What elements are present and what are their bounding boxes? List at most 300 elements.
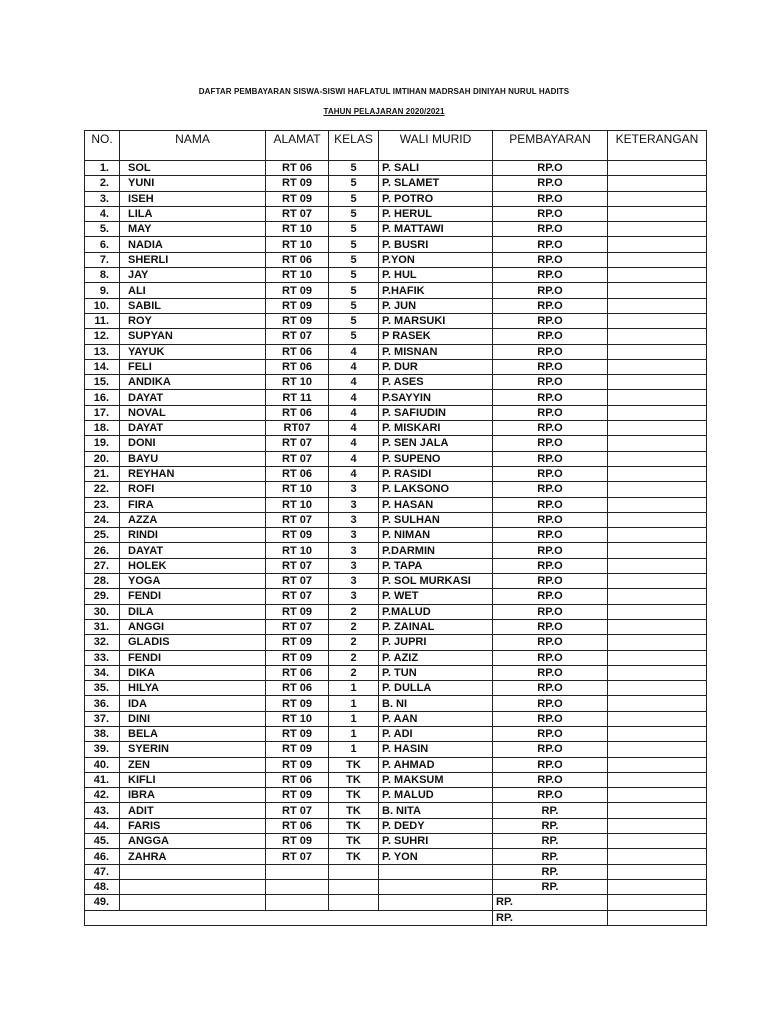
row-kelas: 5	[329, 237, 379, 252]
row-pembayaran: RP.O	[493, 574, 608, 589]
row-no: 21.	[85, 466, 120, 481]
row-nama: HILYA	[120, 681, 266, 696]
row-pembayaran: RP.O	[493, 757, 608, 772]
row-nama: KIFLI	[120, 772, 266, 787]
row-keterangan	[608, 589, 707, 604]
row-kelas: 3	[329, 574, 379, 589]
total-row	[85, 910, 707, 925]
row-no: 1.	[85, 161, 120, 176]
row-alamat: RT 10	[266, 375, 329, 390]
row-pembayaran: RP.O	[493, 543, 608, 558]
table-row	[85, 161, 707, 176]
row-wali-murid	[379, 864, 493, 879]
row-pembayaran: RP.O	[493, 451, 608, 466]
row-alamat: RT 06	[266, 665, 329, 680]
row-keterangan	[608, 558, 707, 573]
row-pembayaran: RP.O	[493, 466, 608, 481]
row-nama: AZZA	[120, 512, 266, 527]
row-pembayaran: RP.O	[493, 696, 608, 711]
row-pembayaran: RP.O	[493, 268, 608, 283]
row-wali-murid	[379, 895, 493, 910]
total-label-cell	[85, 910, 493, 925]
row-no: 19.	[85, 436, 120, 451]
table-row	[85, 497, 707, 512]
row-no: 34.	[85, 665, 120, 680]
table-row	[85, 451, 707, 466]
row-kelas: 3	[329, 497, 379, 512]
row-no: 11.	[85, 313, 120, 328]
row-keterangan	[608, 726, 707, 741]
row-alamat: RT 09	[266, 742, 329, 757]
row-kelas: 4	[329, 359, 379, 374]
row-keterangan	[608, 313, 707, 328]
row-no: 30.	[85, 604, 120, 619]
row-wali-murid: P. HERUL	[379, 206, 493, 221]
row-kelas: 5	[329, 252, 379, 267]
table-row	[85, 421, 707, 436]
row-nama: DINI	[120, 711, 266, 726]
row-wali-murid: P. NIMAN	[379, 528, 493, 543]
row-alamat: RT 09	[266, 788, 329, 803]
table-row	[85, 344, 707, 359]
row-alamat: RT 09	[266, 834, 329, 849]
row-pembayaran: RP.	[493, 803, 608, 818]
row-no: 13.	[85, 344, 120, 359]
row-wali-murid: P.HAFIK	[379, 283, 493, 298]
row-pembayaran: RP.	[493, 864, 608, 879]
row-pembayaran: RP.O	[493, 788, 608, 803]
row-kelas: 3	[329, 589, 379, 604]
row-no: 9.	[85, 283, 120, 298]
row-pembayaran: RP.O	[493, 405, 608, 420]
row-kelas: TK	[329, 803, 379, 818]
row-keterangan	[608, 895, 707, 910]
row-kelas: 1	[329, 681, 379, 696]
row-pembayaran: RP.O	[493, 344, 608, 359]
document-subtitle: TAHUN PELAJARAN 2020/2021	[323, 107, 445, 116]
row-pembayaran: RP.O	[493, 390, 608, 405]
header-alamat: ALAMAT	[266, 131, 329, 161]
header-no: NO.	[85, 131, 120, 161]
row-wali-murid: P.YON	[379, 252, 493, 267]
row-wali-murid: B. NI	[379, 696, 493, 711]
row-no: 24.	[85, 512, 120, 527]
row-pembayaran: RP.O	[493, 421, 608, 436]
row-pembayaran: RP.	[493, 818, 608, 833]
row-keterangan	[608, 421, 707, 436]
row-pembayaran: RP.O	[493, 604, 608, 619]
row-alamat: RT 06	[266, 818, 329, 833]
row-kelas: 5	[329, 222, 379, 237]
row-keterangan	[608, 191, 707, 206]
row-no: 10.	[85, 298, 120, 313]
row-nama: ANDIKA	[120, 375, 266, 390]
row-alamat: RT 06	[266, 344, 329, 359]
row-wali-murid: P. SAFIUDIN	[379, 405, 493, 420]
row-nama: ALI	[120, 283, 266, 298]
row-keterangan	[608, 329, 707, 344]
row-wali-murid: P. MISNAN	[379, 344, 493, 359]
row-nama: YUNI	[120, 176, 266, 191]
row-wali-murid: P. SALI	[379, 161, 493, 176]
row-alamat: RT 07	[266, 849, 329, 864]
row-keterangan	[608, 742, 707, 757]
row-wali-murid: P. SLAMET	[379, 176, 493, 191]
row-alamat: RT 06	[266, 359, 329, 374]
row-keterangan	[608, 635, 707, 650]
row-nama: FARIS	[120, 818, 266, 833]
row-alamat: RT 07	[266, 619, 329, 634]
row-pembayaran: RP.O	[493, 283, 608, 298]
row-pembayaran: RP.O	[493, 681, 608, 696]
row-keterangan	[608, 696, 707, 711]
table-row	[85, 375, 707, 390]
row-nama: ANGGA	[120, 834, 266, 849]
row-keterangan	[608, 375, 707, 390]
row-kelas: 5	[329, 268, 379, 283]
row-nama	[120, 895, 266, 910]
table-row	[85, 788, 707, 803]
row-no: 39.	[85, 742, 120, 757]
row-no: 14.	[85, 359, 120, 374]
row-wali-murid: P. TUN	[379, 665, 493, 680]
row-alamat: RT 09	[266, 726, 329, 741]
table-row	[85, 543, 707, 558]
row-alamat: RT 09	[266, 757, 329, 772]
row-keterangan	[608, 574, 707, 589]
row-kelas: 2	[329, 635, 379, 650]
table-row	[85, 512, 707, 527]
row-no: 23.	[85, 497, 120, 512]
row-nama: YOGA	[120, 574, 266, 589]
row-keterangan	[608, 879, 707, 894]
row-kelas: 4	[329, 466, 379, 481]
row-alamat: RT 09	[266, 176, 329, 191]
row-kelas: 4	[329, 405, 379, 420]
row-no: 46.	[85, 849, 120, 864]
row-no: 3.	[85, 191, 120, 206]
row-pembayaran: RP.O	[493, 772, 608, 787]
row-alamat: RT 07	[266, 206, 329, 221]
row-wali-murid: P. YON	[379, 849, 493, 864]
row-wali-murid: B. NITA	[379, 803, 493, 818]
row-keterangan	[608, 849, 707, 864]
row-wali-murid: P. ADI	[379, 726, 493, 741]
row-keterangan	[608, 864, 707, 879]
row-keterangan	[608, 436, 707, 451]
row-alamat: RT 06	[266, 161, 329, 176]
row-pembayaran: RP.	[493, 895, 608, 910]
table-row	[85, 313, 707, 328]
row-keterangan	[608, 543, 707, 558]
table-row	[85, 390, 707, 405]
row-wali-murid: P.MALUD	[379, 604, 493, 619]
table-row	[85, 742, 707, 757]
table-body	[85, 161, 707, 911]
row-pembayaran: RP.O	[493, 206, 608, 221]
row-kelas	[329, 879, 379, 894]
row-nama: RINDI	[120, 528, 266, 543]
table-row	[85, 635, 707, 650]
row-no: 48.	[85, 879, 120, 894]
row-alamat: RT 09	[266, 604, 329, 619]
row-alamat: RT 06	[266, 252, 329, 267]
row-nama: ZEN	[120, 757, 266, 772]
row-keterangan	[608, 176, 707, 191]
row-wali-murid: P. AZIZ	[379, 650, 493, 665]
row-keterangan	[608, 497, 707, 512]
row-wali-murid: P. MARSUKI	[379, 313, 493, 328]
row-nama: SHERLI	[120, 252, 266, 267]
header-kelas: KELAS	[329, 131, 379, 161]
row-nama: YAYUK	[120, 344, 266, 359]
row-wali-murid: P. MAKSUM	[379, 772, 493, 787]
row-pembayaran: RP.O	[493, 711, 608, 726]
table-row	[85, 176, 707, 191]
row-keterangan	[608, 298, 707, 313]
row-nama: BAYU	[120, 451, 266, 466]
row-wali-murid: P. SUHRI	[379, 834, 493, 849]
row-no: 47.	[85, 864, 120, 879]
row-no: 41.	[85, 772, 120, 787]
row-keterangan	[608, 772, 707, 787]
row-no: 49.	[85, 895, 120, 910]
row-kelas: TK	[329, 772, 379, 787]
table-row	[85, 818, 707, 833]
header-pembayaran: PEMBAYARAN	[493, 131, 608, 161]
row-kelas	[329, 864, 379, 879]
row-no: 20.	[85, 451, 120, 466]
row-no: 44.	[85, 818, 120, 833]
row-keterangan	[608, 757, 707, 772]
row-nama: SABIL	[120, 298, 266, 313]
row-no: 31.	[85, 619, 120, 634]
header-keterangan: KETERANGAN	[608, 131, 707, 161]
row-alamat: RT 07	[266, 436, 329, 451]
row-no: 7.	[85, 252, 120, 267]
row-alamat: RT 06	[266, 681, 329, 696]
row-no: 29.	[85, 589, 120, 604]
row-alamat	[266, 864, 329, 879]
row-kelas: 3	[329, 528, 379, 543]
row-no: 42.	[85, 788, 120, 803]
row-keterangan	[608, 619, 707, 634]
row-no: 32.	[85, 635, 120, 650]
table-row	[85, 558, 707, 573]
table-row	[85, 650, 707, 665]
row-wali-murid: P. DEDY	[379, 818, 493, 833]
row-wali-murid: P. JUPRI	[379, 635, 493, 650]
row-keterangan	[608, 237, 707, 252]
row-nama: IDA	[120, 696, 266, 711]
row-keterangan	[608, 206, 707, 221]
row-no: 43.	[85, 803, 120, 818]
table-row	[85, 359, 707, 374]
table-row	[85, 849, 707, 864]
row-pembayaran: RP.O	[493, 191, 608, 206]
row-wali-murid: P. AHMAD	[379, 757, 493, 772]
row-nama: DAYAT	[120, 421, 266, 436]
row-alamat: RT 09	[266, 283, 329, 298]
row-nama: DILA	[120, 604, 266, 619]
row-wali-murid: P. JUN	[379, 298, 493, 313]
table-row	[85, 772, 707, 787]
row-nama: LILA	[120, 206, 266, 221]
row-alamat: RT 10	[266, 497, 329, 512]
row-wali-murid: P. MATTAWI	[379, 222, 493, 237]
row-keterangan	[608, 451, 707, 466]
row-no: 2.	[85, 176, 120, 191]
row-kelas: 5	[329, 313, 379, 328]
row-no: 15.	[85, 375, 120, 390]
row-alamat: RT 09	[266, 650, 329, 665]
row-wali-murid: P. SULHAN	[379, 512, 493, 527]
row-wali-murid: P. POTRO	[379, 191, 493, 206]
row-no: 27.	[85, 558, 120, 573]
row-wali-murid: P. LAKSONO	[379, 482, 493, 497]
row-alamat: RT 10	[266, 482, 329, 497]
row-alamat: RT 09	[266, 696, 329, 711]
row-keterangan	[608, 818, 707, 833]
row-pembayaran: RP.O	[493, 161, 608, 176]
row-alamat: RT 07	[266, 451, 329, 466]
table-row	[85, 726, 707, 741]
row-pembayaran: RP.O	[493, 726, 608, 741]
row-wali-murid: P. SEN JALA	[379, 436, 493, 451]
row-alamat: RT 06	[266, 772, 329, 787]
row-wali-murid: P. RASIDI	[379, 466, 493, 481]
row-kelas: 4	[329, 390, 379, 405]
row-kelas: 3	[329, 512, 379, 527]
row-nama: MAY	[120, 222, 266, 237]
row-alamat: RT 09	[266, 298, 329, 313]
row-alamat: RT 09	[266, 191, 329, 206]
row-alamat: RT 11	[266, 390, 329, 405]
row-nama: ROFI	[120, 482, 266, 497]
row-nama: REYHAN	[120, 466, 266, 481]
row-no: 36.	[85, 696, 120, 711]
row-no: 16.	[85, 390, 120, 405]
row-kelas: 5	[329, 283, 379, 298]
row-nama: FENDI	[120, 589, 266, 604]
row-nama: HOLEK	[120, 558, 266, 573]
row-nama: NADIA	[120, 237, 266, 252]
table-row	[85, 604, 707, 619]
row-no: 4.	[85, 206, 120, 221]
row-pembayaran: RP.O	[493, 237, 608, 252]
table-row	[85, 329, 707, 344]
row-kelas: 5	[329, 176, 379, 191]
row-no: 8.	[85, 268, 120, 283]
table-row	[85, 528, 707, 543]
row-kelas: 3	[329, 543, 379, 558]
row-wali-murid: P. ZAINAL	[379, 619, 493, 634]
row-no: 5.	[85, 222, 120, 237]
row-no: 22.	[85, 482, 120, 497]
payment-table	[84, 130, 707, 926]
row-keterangan	[608, 681, 707, 696]
row-wali-murid: P. DUR	[379, 359, 493, 374]
table-row	[85, 283, 707, 298]
row-wali-murid: P. AAN	[379, 711, 493, 726]
row-wali-murid: P. MALUD	[379, 788, 493, 803]
row-keterangan	[608, 788, 707, 803]
row-nama: ADIT	[120, 803, 266, 818]
total-value: RP.	[493, 910, 608, 925]
table-row	[85, 482, 707, 497]
row-keterangan	[608, 834, 707, 849]
row-wali-murid: P. ASES	[379, 375, 493, 390]
row-kelas: 2	[329, 665, 379, 680]
row-kelas	[329, 895, 379, 910]
row-alamat: RT 09	[266, 528, 329, 543]
row-alamat: RT 06	[266, 466, 329, 481]
row-kelas: 2	[329, 604, 379, 619]
row-wali-murid: P. SOL MURKASI	[379, 574, 493, 589]
row-kelas: 5	[329, 191, 379, 206]
row-alamat: RT 10	[266, 543, 329, 558]
row-keterangan	[608, 650, 707, 665]
row-alamat: RT 07	[266, 589, 329, 604]
table-row	[85, 879, 707, 894]
row-alamat	[266, 879, 329, 894]
row-no: 25.	[85, 528, 120, 543]
row-pembayaran: RP.O	[493, 482, 608, 497]
row-kelas: 4	[329, 375, 379, 390]
row-keterangan	[608, 359, 707, 374]
row-keterangan	[608, 222, 707, 237]
table-row	[85, 436, 707, 451]
row-pembayaran: RP.O	[493, 176, 608, 191]
row-kelas: 5	[329, 206, 379, 221]
row-kelas: 5	[329, 298, 379, 313]
row-alamat: RT 07	[266, 329, 329, 344]
row-keterangan	[608, 283, 707, 298]
row-nama: NOVAL	[120, 405, 266, 420]
table-row	[85, 252, 707, 267]
row-keterangan	[608, 161, 707, 176]
row-wali-murid: P. HASIN	[379, 742, 493, 757]
row-wali-murid: P.DARMIN	[379, 543, 493, 558]
row-nama: GLADIS	[120, 635, 266, 650]
table-row	[85, 711, 707, 726]
row-pembayaran: RP.O	[493, 512, 608, 527]
row-kelas: 1	[329, 711, 379, 726]
row-nama: ZAHRA	[120, 849, 266, 864]
row-pembayaran: RP.O	[493, 635, 608, 650]
row-pembayaran: RP.	[493, 879, 608, 894]
row-pembayaran: RP.O	[493, 252, 608, 267]
row-pembayaran: RP.O	[493, 742, 608, 757]
row-nama: SOL	[120, 161, 266, 176]
row-wali-murid: P. MISKARI	[379, 421, 493, 436]
row-pembayaran: RP.O	[493, 313, 608, 328]
row-keterangan	[608, 528, 707, 543]
row-keterangan	[608, 344, 707, 359]
row-nama: DIKA	[120, 665, 266, 680]
row-keterangan	[608, 803, 707, 818]
row-no: 33.	[85, 650, 120, 665]
row-kelas: 1	[329, 696, 379, 711]
row-alamat: RT 10	[266, 711, 329, 726]
row-kelas: 4	[329, 436, 379, 451]
table-row	[85, 589, 707, 604]
header-wali-murid: WALI MURID	[379, 131, 493, 161]
row-kelas: 1	[329, 742, 379, 757]
row-kelas: 4	[329, 344, 379, 359]
row-nama: FELI	[120, 359, 266, 374]
row-keterangan	[608, 665, 707, 680]
